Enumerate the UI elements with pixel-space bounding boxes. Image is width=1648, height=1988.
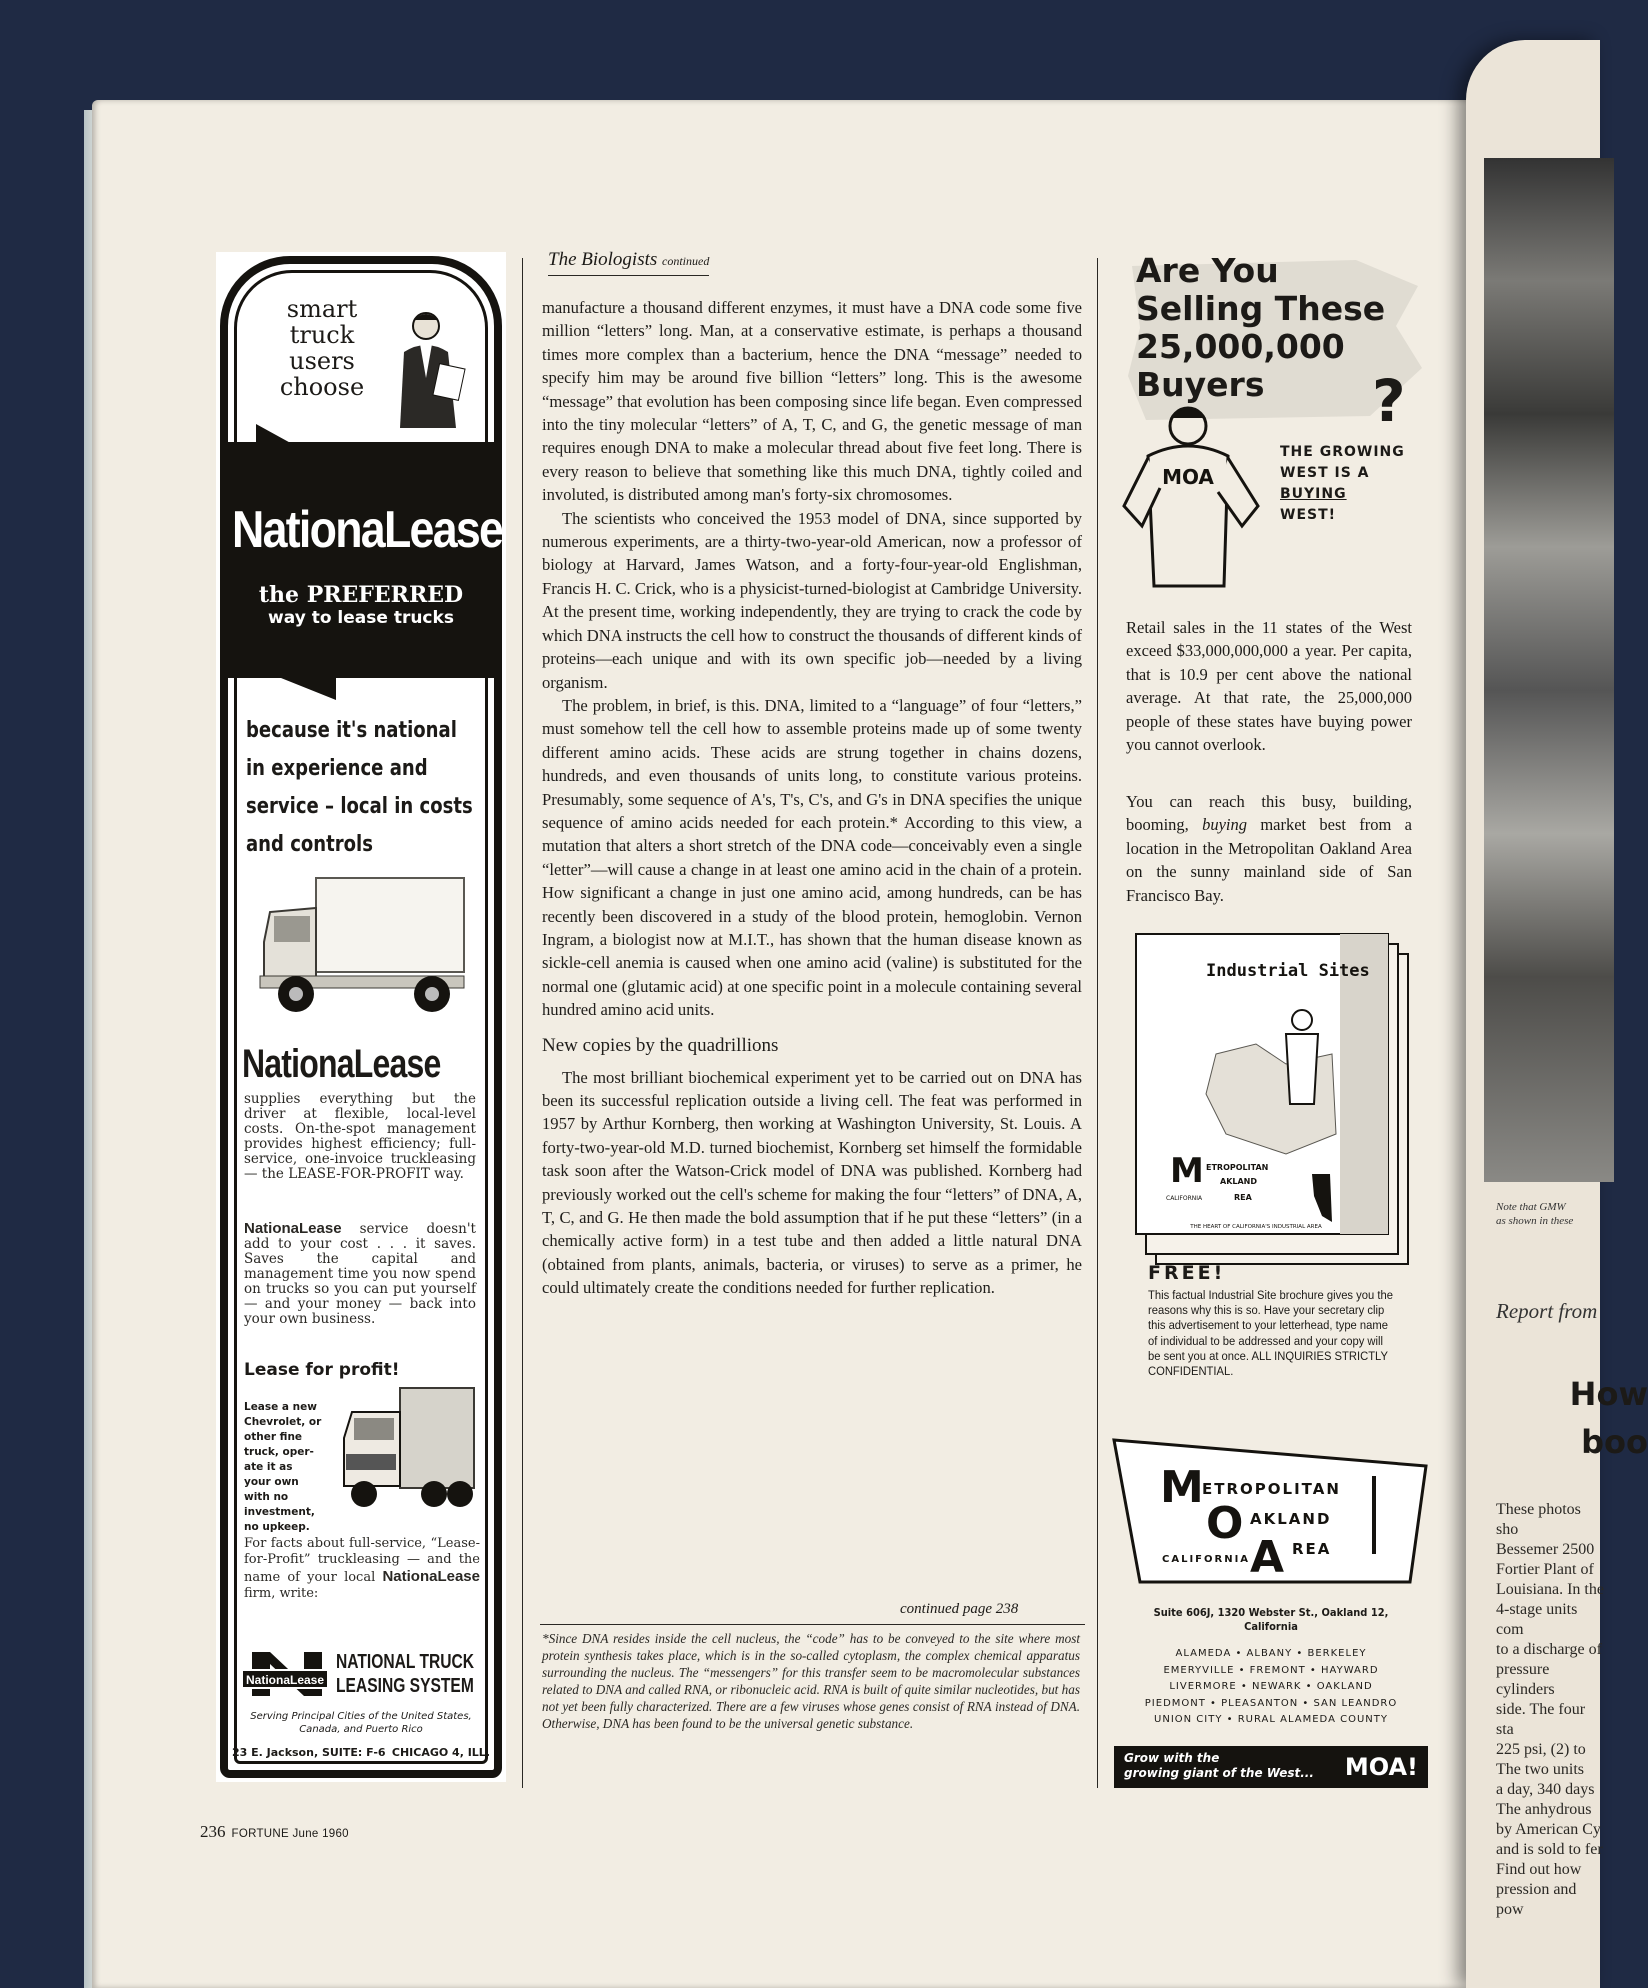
facing-headline: How boo	[1569, 1375, 1648, 1461]
free-offer-body: This factual Industrial Site brochure gives you the reasons why this is so. Have your secretary clip this advertisement to your letterhead, type name of individual to be addressed and your copy will be sent you at once. ALL INQUIRIES STRICTLY CONFIDENTIAL.	[1148, 1288, 1393, 1379]
moa-body-2-post: market best from a location in the Metropolitan Oakland Area on the sunny mainland side of San Francisco Bay.	[1126, 815, 1412, 905]
logo-metropolitan: ETROPOLITAN	[1202, 1480, 1341, 1498]
nationalease-logo: NationaLease	[232, 501, 503, 559]
moa-tagline	[1280, 442, 1405, 526]
industrial-sites-brochure	[1136, 934, 1412, 1267]
article-subhead: New copies by the quadrillions	[542, 1034, 779, 1056]
moa-body-1: Retail sales in the 11 states of the West exceed $33,000,000,000 a year. Per capita, that is 10.9 per cent above the national average. At that rate, the 25,000,000 people of these states have buying power you cannot overlook.	[1126, 618, 1412, 755]
moa-city-list	[1114, 1646, 1428, 1729]
moa-logo	[1110, 1436, 1430, 1586]
ad-address	[232, 1746, 490, 1760]
grow-slogan: Grow with the growing giant of the West...	[1124, 1751, 1314, 1780]
moa-headline: Are You Selling These 25,000,000 Buyers	[1136, 251, 1386, 404]
logo-oakland: AKLAND	[1250, 1510, 1332, 1528]
logo-area: REA	[1292, 1540, 1332, 1558]
serving-cities: Serving Principal Cities of the United States, Canada, and Puerto Rico	[250, 1711, 472, 1735]
nationalease-n-emblem	[242, 1642, 332, 1702]
emblem-logo-text: NationaLease	[245, 1673, 325, 1687]
lease-for-profit-heading: Lease for profit!	[244, 1360, 400, 1380]
ad-headline: smart truck users choose	[279, 295, 365, 401]
moa-address: Suite 606J, 1320 Webster St., Oakland 12, California	[1153, 1606, 1389, 1633]
svg-text:A: A	[1250, 1532, 1285, 1583]
businessman-illustration	[386, 308, 470, 428]
folio	[200, 1822, 349, 1842]
logo-california: CALIFORNIA	[1162, 1554, 1251, 1565]
leasing-system-name: NATIONAL TRUCK LEASING SYSTEM	[336, 1651, 475, 1697]
tagline-line: WEST!	[1280, 507, 1337, 523]
photo-caption: Note that GMW as shown in these	[1496, 1201, 1574, 1227]
preferred-subline: way to lease trucks	[268, 608, 454, 628]
moa-strongman-illustration	[1118, 396, 1268, 596]
tagline-line: THE GROWING	[1280, 444, 1405, 460]
brochure-logo-metropolitan: ETROPOLITAN	[1206, 1163, 1269, 1172]
question-mark: ?	[1372, 367, 1406, 435]
moa-body-2-em: buying	[1202, 815, 1248, 835]
continued-line: continued page 238	[900, 1601, 1019, 1617]
brochure-logo-california: CALIFORNIA	[1166, 1195, 1203, 1202]
national-lease-ad	[216, 252, 506, 1782]
article-paragraph: manufacture a thousand different enzymes, it must have a DNA code some five million “letters” long. Man, at a conservative estimate, is perhaps a thousand times more complex than a bacterium, hence the DNA “message” needed to specify him may be around five billion “letters” long. This is the awesome “message” that evolution has been composing since life began. Even compressed into the tiny molecular “letters” of A, T, C, and G, the genetic message of man requires enough DNA to make a molecular thread about five feet long. There is every reason to believe that something like this much DNA, tightly coiled and involuted, is distributed among man's forty-six chromosomes.	[542, 298, 1082, 505]
grow-moa: MOA!	[1344, 1753, 1418, 1781]
inline-logo: NationaLease	[244, 1220, 342, 1237]
running-head	[548, 248, 709, 276]
city-row: LIVERMORE • NEWARK • OAKLAND	[1169, 1681, 1373, 1693]
facing-page	[1466, 40, 1648, 1988]
speech-pointer-bottom	[276, 676, 336, 700]
city-row: UNION CITY • RURAL ALAMEDA COUNTY	[1154, 1714, 1388, 1726]
ad-facts-copy	[244, 1536, 480, 1602]
brochure-logo-oakland: AKLAND	[1220, 1177, 1258, 1186]
footnote: *Since DNA resides inside the cell nucleus, the “code” has to be conveyed to the site where most protein synthesis takes place, which is in the so-called cytoplasm, the complex chemical apparatus surrounding the nucleus. The “messengers” for this transfer seem to be macromolecular substances related to DNA and called RNA, or ribonucleic acid. RNA is built of quite similar nucleotides, but has not yet been fully characterized. There are a few viruses whose genes consist of RNA instead of DNA. Otherwise, DNA has been found to be the universal genetic substance.	[542, 1631, 1080, 1731]
facts-end: firm, write:	[244, 1586, 319, 1601]
reason-line: and controls	[246, 832, 373, 857]
article-body	[542, 296, 1082, 1300]
ad-black-panel	[220, 442, 502, 678]
ad-body-2	[244, 1220, 476, 1327]
page-number: 236	[200, 1822, 226, 1841]
brochure-title-line	[1206, 961, 1370, 981]
column-rule-right	[1097, 258, 1098, 1788]
free-offer-heading: FREE!	[1148, 1262, 1226, 1284]
svg-text:M: M	[1160, 1462, 1204, 1513]
running-head-title: The Biologists	[548, 249, 658, 270]
city-row: PIEDMONT • PLEASANTON • SAN LEANDRO	[1144, 1697, 1398, 1709]
reason-copy	[246, 712, 476, 864]
column-rule-left	[522, 258, 523, 1788]
address-city: CHICAGO 4, ILL.	[391, 1746, 490, 1759]
tagline-buying: BUYING	[1280, 486, 1347, 502]
footnote-rule	[540, 1624, 1085, 1625]
grow-banner	[1114, 1746, 1428, 1788]
svg-text:M: M	[1170, 1151, 1204, 1191]
address-street: 23 E. Jackson, SUITE: F-6	[232, 1746, 386, 1759]
brochure-caption: THE HEART OF CALIFORNIA'S INDUSTRIAL AREA	[1190, 1224, 1322, 1230]
city-row: EMERYVILLE • FREMONT • HAYWARD	[1163, 1664, 1379, 1676]
reason-line: because it's national	[246, 718, 457, 743]
box-truck-illustration	[256, 872, 466, 1022]
svg-text:O: O	[1206, 1498, 1244, 1549]
brochure-title: Industrial Sites	[1206, 961, 1370, 981]
reason-line: in experience and	[246, 756, 428, 781]
moa-body-2-pre: You can reach this busy, building, booming,	[1126, 792, 1412, 835]
running-head-continued: continued	[662, 254, 710, 268]
tagline-line: WEST IS A	[1280, 465, 1370, 481]
reason-line: service – local in costs	[246, 794, 473, 819]
report-heading: Report from	[1496, 1299, 1598, 1323]
article-paragraph: The most brilliant biochemical experiment yet to be carried out on DNA has been its successful replication outside a living cell. The feat was performed in 1957 by Arthur Kornberg, then working at Washington University, St. Louis. A forty-two-year-old M.D. turned biochemist, Kornberg set himself the formidable task soon after the Watson-Crick model of DNA was published. Kornberg had previously worked out the cell's scheme for making the four “letters” of DNA, A, T, C, and G. He then made the bold assumption that if he put these “letters” (in a chemically active form) in a test tube and then added a little natural DNA (obtained from plants, animals, bacteria, or viruses) to serve as a primer, he could ultimately create the conditions needed for further replication.	[542, 1067, 1082, 1298]
tractor-trailer-illustration	[338, 1382, 478, 1512]
inline-logo: NationaLease	[382, 1568, 480, 1585]
magazine-issue: FORTUNE June 1960	[231, 1828, 349, 1840]
speech-pointer	[236, 424, 296, 446]
ad-body-1: supplies everything but the driver at flexible, local-level costs. On-the-spot management provides highest efficiency; full-service, one-invoice truckleasing — the LEASE-FOR-PROFIT way.	[244, 1091, 476, 1182]
city-row: ALAMEDA • ALBANY • BERKELEY	[1175, 1648, 1367, 1659]
lease-for-profit-body: Lease a new Chevrolet, or other fine truck, oper- ate it as your own with no investment, no upkeep.	[244, 1401, 322, 1533]
article-paragraph: The scientists who conceived the 1953 model of DNA, since supported by numerous experiments, are a thirty-two-year-old American, now a professor of biology at Harvard, James Watson, and a forty-four-year-old Englishman, Francis H. C. Crick, who is a physicist-turned-biologist at Cambridge University. At the present time, working independently, they are trying to crack the code by which DNA instructs the cell how to construct the thousands of different kinds of proteins—each unique and with its own specific job—needed by a living organism.	[542, 508, 1082, 692]
preferred-headline: the PREFERRED	[258, 582, 464, 608]
brochure-logo-area: REA	[1234, 1193, 1252, 1202]
nationalease-logo-small: NationaLease	[242, 1042, 441, 1086]
ad-body-2-text: service doesn't add to your cost . . . it saves. Saves the capital and management time you now spend on trucks so you can put yourself — and your money — back into your own business.	[244, 1221, 476, 1327]
moa-body-2	[1126, 790, 1412, 907]
factory-photo	[1484, 158, 1614, 1182]
shirt-text: MOA	[1162, 465, 1214, 489]
article-paragraph: The problem, in brief, is this. DNA, limited to a “language” of four “letters,” must somehow tell the cell how to assemble proteins made up of some twenty different amino acids. These acids are strung together in chains dozens, hundreds, and even thousands of units long, to constitute various proteins. Presumably, some sequence of A's, T's, C's, and G's in DNA specifies the unique sequence of amino acids needed for each protein.* According to this view, a mutation that alters a short stretch of the DNA code—conceivably even a single “letter”—will cause a change in at least one amino acid in the chain of a protein. How significant a change in just one amino acid, among hundreds, can be has recently been discovered in a study of the blood protein, hemoglobin. Vernon Ingram, a biologist now at M.I.T., has shown that the human disease known as sickle-cell anemia is caused when one amino acid (valine) is substituted for the normal one (glutamic acid) at one specific point in a molecule containing several hundred amino acid units.	[542, 695, 1082, 1020]
facts-text: For facts about full-service, “Lease-for-Profit” truckleasing — and the name of your local	[244, 1536, 480, 1585]
facing-body-text: These photos sho Bessemer 2500 Fortier Plant of Louisiana. In the 4-stage units com to a discharge of pressure cylinders side. The four sta 225 psi, (2) to The two units a day, 340 days The anhydrous by American Cy and is sold to fer Find out how pression and pow	[1496, 1501, 1604, 1918]
